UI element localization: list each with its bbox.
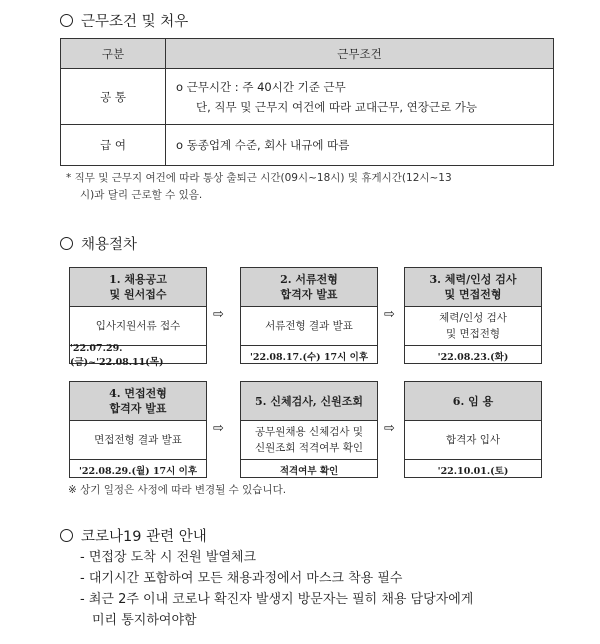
step-title: 4. 면접전형 합격자 발표: [70, 382, 206, 421]
section-title-process: 채용절차: [60, 233, 137, 254]
step-box: [240, 381, 378, 478]
step-body: 합격자 입사: [405, 421, 541, 460]
step-box: [69, 381, 207, 478]
step-box: [69, 267, 207, 368]
step-body: 면접전형 결과 발표: [70, 421, 206, 460]
circle-bullet-icon: [60, 237, 73, 250]
section-title-covid: 코로나19 관련 안내: [60, 525, 207, 546]
step-date: '22.08.17.(수) 17시 이후: [249, 351, 369, 363]
row-content: o 동종업계 수준, 회사 내규에 따름: [166, 125, 554, 166]
conditions-note: * 직무 및 근무지 여건에 따라 통상 출퇴근 시간(09시~18시) 및 휴게시간(12시~13 시)과 달리 근로할 수 있음.: [66, 172, 452, 201]
step-title: 2. 서류전형 합격자 발표: [241, 268, 377, 307]
row-content: o 근무시간 : 주 40시간 기준 근무 단, 직무 및 근무지 여건에 따라 교대근무, 연장근로 가능: [166, 69, 554, 125]
step-body: 체력/인성 검사 및 면접전형: [405, 307, 541, 346]
row-label: 공 통: [61, 69, 166, 125]
table-row: [61, 125, 554, 166]
step-body: 입사지원서류 접수: [70, 307, 206, 346]
step-title: 5. 신체검사, 신원조회: [241, 382, 377, 421]
step-body: 서류전형 결과 발표: [241, 307, 377, 346]
step-date: '22.08.29.(월) 17시 이후: [78, 465, 198, 477]
step-box: [404, 381, 542, 478]
step-body: 공무원채용 신체검사 및 신원조회 적격여부 확인: [241, 421, 377, 460]
step-date: '22.08.23.(화): [437, 351, 509, 363]
right-arrow-icon: ⇨: [213, 307, 224, 322]
step-title: 1. 채용공고 및 원서접수: [70, 268, 206, 307]
right-arrow-icon: ⇨: [384, 421, 395, 436]
covid-item: - 최근 2주 이내 코로나 확진자 발생지 방문자는 필히 채용 담당자에게: [80, 592, 474, 607]
schedule-note: ※ 상기 일정은 사정에 따라 변경될 수 있습니다.: [68, 484, 287, 496]
conditions-table: [60, 38, 554, 166]
circle-bullet-icon: [60, 529, 73, 542]
table-row: [61, 69, 554, 125]
covid-item: - 면접장 도착 시 전원 발열체크: [80, 550, 257, 565]
right-arrow-icon: ⇨: [384, 307, 395, 322]
step-date: '22.07.29.(금)~'22.08.11(목): [70, 343, 164, 368]
covid-item: 미리 통지하여야함: [92, 613, 197, 628]
step-date: '22.10.01.(토): [437, 465, 509, 477]
circle-bullet-icon: [60, 14, 73, 27]
step-box: [404, 267, 542, 364]
row-label: 급 여: [61, 125, 166, 166]
step-date: 적격여부 확인: [279, 465, 339, 477]
step-title: 6. 임 용: [405, 382, 541, 421]
step-title: 3. 체력/인성 검사 및 면접전형: [405, 268, 541, 307]
right-arrow-icon: ⇨: [213, 421, 224, 436]
header-conditions: 근무조건: [166, 39, 554, 69]
step-box: [240, 267, 378, 364]
section-title-conditions: 근무조건 및 처우: [60, 10, 188, 31]
table-header-row: [61, 39, 554, 69]
header-category: 구분: [61, 39, 166, 69]
covid-item: - 대기시간 포함하여 모든 채용과정에서 마스크 착용 필수: [80, 571, 403, 586]
